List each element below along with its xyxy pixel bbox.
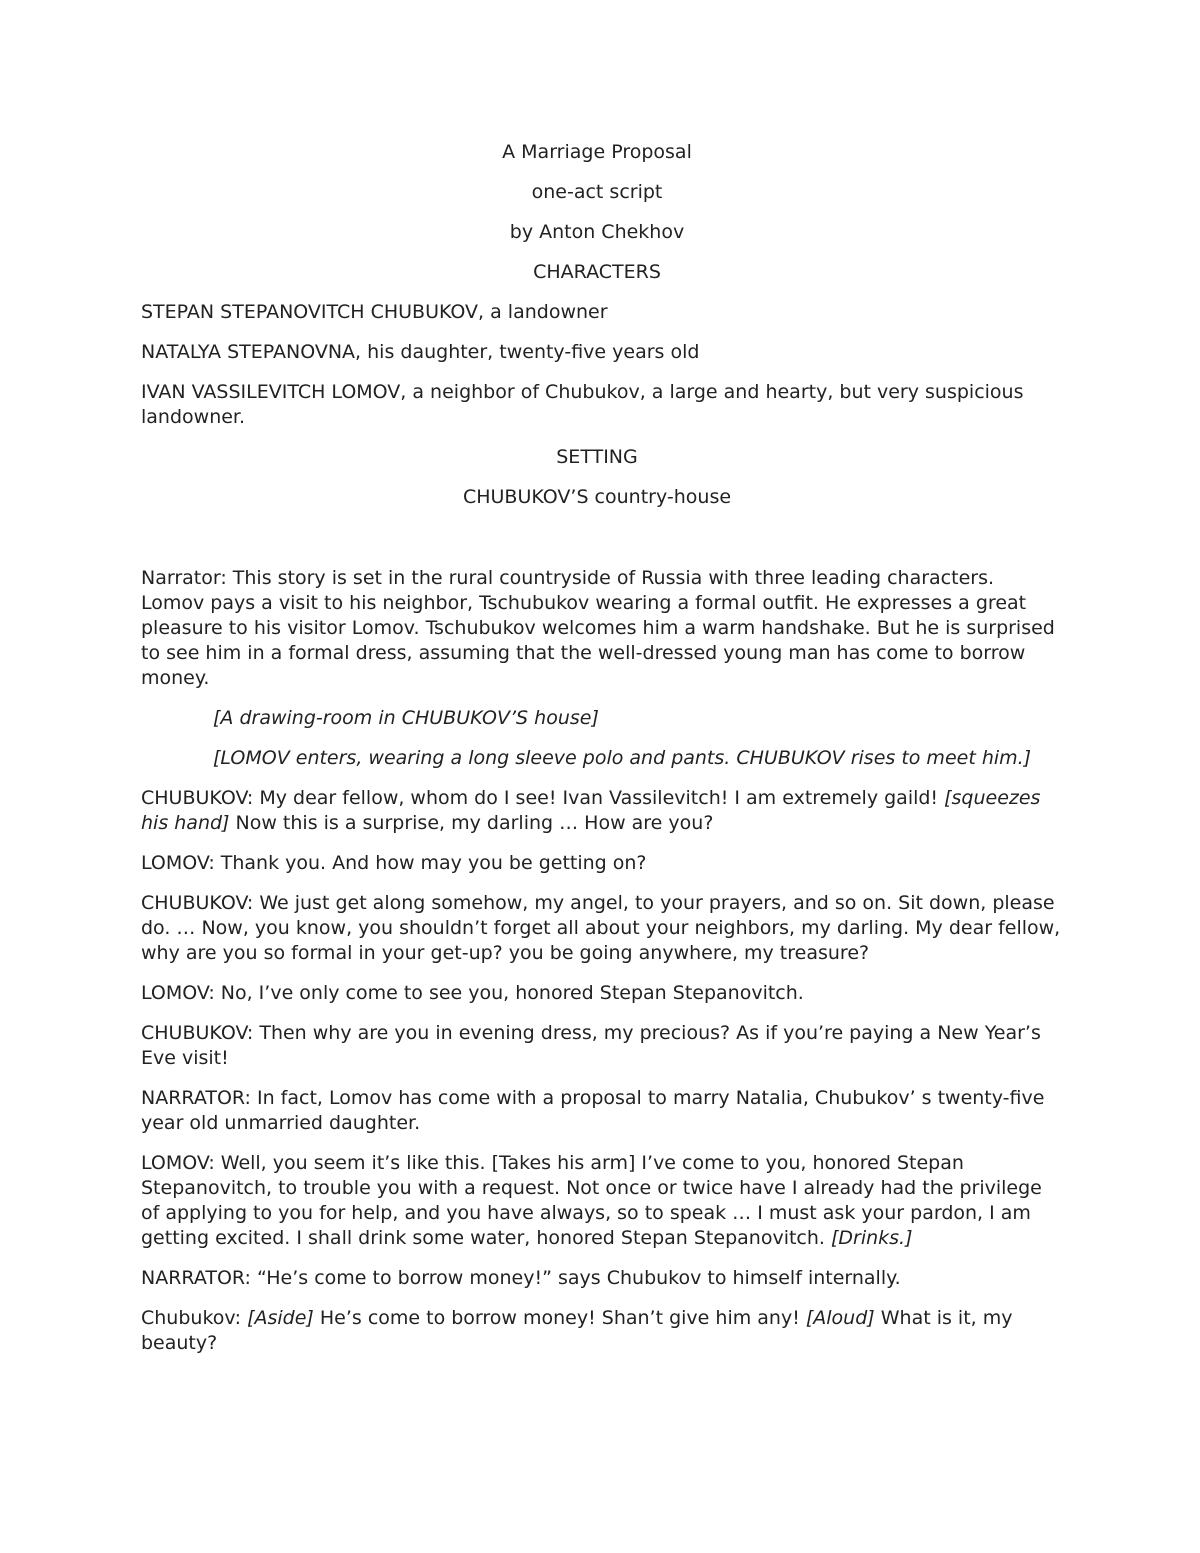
dialogue-line: CHUBUKOV: Then why are you in evening dress, my precious? As if you’re paying a New Year’s Eve visit! (141, 1022, 1041, 1069)
characters-heading: CHARACTERS (533, 261, 661, 283)
document-author: by Anton Chekhov (509, 221, 685, 243)
dialogue-text: Chubukov: (141, 1307, 248, 1329)
dialogue-line (141, 1306, 1061, 1356)
setting-heading: SETTING (556, 446, 638, 468)
dialogue-line (141, 1151, 1061, 1251)
narrator-line: NARRATOR: “He’s come to borrow money!” says Chubukov to himself internally. (141, 1267, 901, 1289)
dialogue-text: What is it, my beauty? (141, 1307, 1013, 1354)
character-entry-lomov: IVAN VASSILEVITCH LOMOV, a neighbor of Chubukov, a large and hearty, but very suspicious landowner. (141, 381, 1024, 428)
narrator-intro: Narrator: This story is set in the rural countryside of Russia with three leading characters. Lomov pays a visit to his neighbor, Tschubukov wearing a formal outfit. He expresses a great pleasure to his visitor Lomov. Tschubukov welcomes him a warm handshake. But he is surprised to see him in a formal dress, assuming that the well-dressed young man has come to borrow money. (141, 567, 1055, 689)
dialogue-text: Now this is a surprise, my darling … How are you? (229, 812, 714, 834)
inline-stage-direction: [Drinks.] (830, 1227, 913, 1249)
dialogue-line: LOMOV: No, I’ve only come to see you, honored Stepan Stepanovitch. (141, 982, 804, 1004)
character-entry-natalya: NATALYA STEPANOVNA, his daughter, twenty-five years old (141, 341, 700, 363)
dialogue-line: LOMOV: Thank you. And how may you be getting on? (141, 852, 647, 874)
inline-stage-direction: [Aloud] (805, 1307, 875, 1329)
inline-stage-direction: [Aside] (247, 1307, 314, 1329)
dialogue-line (141, 786, 1061, 836)
section-spacer (141, 525, 1061, 566)
inline-stage-direction: [squeezes his hand] (141, 787, 1041, 834)
narrator-line: NARRATOR: In fact, Lomov has come with a proposal to marry Natalia, Chubukov’ s twenty-five year old unmarried daughter. (141, 1087, 1045, 1134)
document-title: A Marriage Proposal (502, 141, 692, 163)
dialogue-text: He’s come to borrow money! Shan’t give him any! (313, 1307, 806, 1329)
stage-direction-entrance: [LOMOV enters, wearing a long sleeve polo and pants. CHUBUKOV rises to meet him.] (213, 747, 1032, 769)
document-subtitle: one-act script (531, 181, 663, 203)
dialogue-text: LOMOV: Well, you seem it’s like this. [Takes his arm] I’ve come to you, honored Stepan Stepanovitch, to trouble you with a request. Not once or twice have I already had the privilege of applying to you for help, and you have always, so to speak … I must ask your pardon, I am getting excited. I shall drink some water, honored Stepan Stepanovitch. (141, 1152, 1042, 1249)
dialogue-line: CHUBUKOV: We just get along somehow, my angel, to your prayers, and so on. Sit down, please do. … Now, you know, you shouldn’t forget all about your neighbors, my darling. My dear fellow, why are you so formal in your get-up? you be going anywhere, my treasure? (141, 892, 1061, 964)
dialogue-text: CHUBUKOV: My dear fellow, whom do I see! Ivan Vassilevitch! I am extremely gaild! (141, 787, 945, 809)
script-body (141, 140, 1061, 1371)
character-entry-chubukov: STEPAN STEPANOVITCH CHUBUKOV, a landowner (141, 301, 608, 323)
setting-place: CHUBUKOV’S country-house (462, 486, 732, 508)
stage-direction-room: [A drawing-room in CHUBUKOV’S house] (213, 707, 599, 729)
